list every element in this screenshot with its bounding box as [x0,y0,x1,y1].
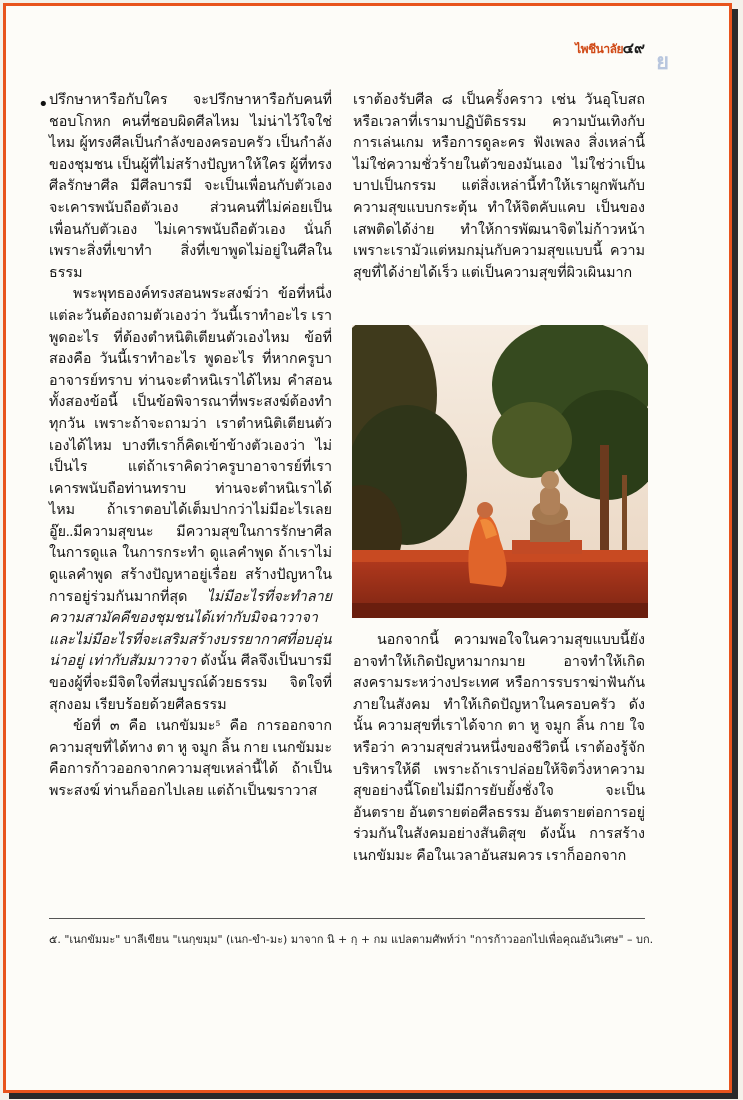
paragraph-2-italic: ไม่มีอะไรที่จะทำลายความสามัคคีของชุมชนได้เท่ากับมิจฉาวาจา และไม่มีอะไรที่จะเสริมสร้างบรรยากาศที่อบอุ่น น่าอยู่ เท่ากับสัมมาวาจา [49,588,332,670]
text-column-right-bottom: นอกจากนี้ ความพอใจในความสุขแบบนี้ยังอาจทำให้เกิดปัญหามากมาย อาจทำให้เกิดสงครามระหว่างประเทศ หรือการรบราฆ่าฟันกันภายในสังคม ทำให้เกิดปัญหาในครอบครัว ดังนั้น ความสุขที่เราได้จาก ตา หู จมูก ลิ้น กาย ใจ หรือว่า ความสุขส่วนหนึ่งของชีวิตนี้ เราต้องรู้จักบริหารให้ดี เพราะถ้าเราปล่อยให้จิตวิ่งหาความสุขอย่างนี้โดยไม่มีการยับยั้งชั่งใจ จะเป็นอันตราย อันตรายต่อศีลธรรม อันตรายต่อการอยู่ร่วมกันในสังคมอย่างสันติสุข ดังนั้น การสร้างเนกขัมมะ คือในเวลาอันสมควร เราก็ออกจาก [353,632,645,864]
paragraph-2-text-a: พระพุทธองค์ทรงสอนพระสงฆ์ว่า ข้อที่หนึ่ง แต่ละวันต้องถามตัวเองว่า วันนี้เราทำอะไร เราพูดอะไร ที่ต้องตำหนิติเตียนตัวเองไหม ข้อที่สองคือ วันนี้เราทำอะไร พูดอะไร ที่หากครูบาอาจารย์ทราบ ท่านจะตำหนิเราได้ไหม คำสอนทั้งสองข้อนี้ เป็นข้อพิจารณาที่พระสงฆ์ต้องทำทุกวัน เพราะถ้าจะถามว่า เราตำหนิติเตียนตัวเองได้ไหม บางทีเราก็คิดเข้าข้างตัวเองว่า ไม่เป็นไร แต่ถ้าเราคิดว่าครูบาอาจารย์ที่เราเคารพนับถือท่านทราบ ท่านจะตำหนิเราได้ไหม ถ้าเราตอบได้เต็มปากว่าไม่มีอะไรเลย อู๊ย..มีความสุขนะ มีความสุขในการรักษาศีล ในการดูแล ในการกระทำ ดูแลคำพูด ถ้าเราไม่ดูแลคำพูด สร้างปัญหาอยู่เรื่อย สร้างปัญหาในการอยู่ร่วมกันมากที่สุด [49,286,332,605]
paragraph-2 [49,284,332,716]
paragraph-3: ข้อที่ ๓ คือ เนกขัมมะ⁵ คือ การออกจากความสุขที่ได้ทาง ตา หู จมูก ลิ้น กาย เนกขัมมะคือการก้าวออกจากความสุขเหล่านี้ได้ ถ้าเป็นพระสงฆ์ ท่านก็ออกไปเลย แต่ถ้าเป็นฆราวาส [49,718,332,799]
footnote-divider [49,918,645,919]
page-number: ๔๙ [622,39,645,57]
paragraph-2-text-b: ดังนั้น ศีลจึงเป็นบารมีของผู้ที่จะมีจิตใจที่สมบูรณ์ด้วยธรรม จิตใจที่สุกงอม เรียบร้อยด้วยศีลธรรม [49,653,332,713]
magazine-brand: ไพชีนาลัย [575,42,623,56]
footnote: ๕. "เนกขัมมะ" บาลีเขียน "เนกฺขมฺม" (เนก-ขำ-มะ) มาจาก นิ + กฺ + กม แปลตามศัพท์ว่า "การก้าวออกไปเพื่อคุณอันวิเศษ" – บก. [49,933,654,946]
paragraph-1: ปรึกษาหารือกับใคร จะปรึกษาหารือกับคนที่ชอบโกหก คนที่ชอบผิดศีลไหม ไม่น่าไว้ใจใช่ไหม ผู้ทรงศีลเป็นกำลังของครอบครัว เป็นกำลังของชุมชน เป็นผู้ที่ไม่สร้างปัญหาให้ใคร ผู้ที่ทรงศีลรักษาศีล มีศีลบารมี จะเป็นเพื่อนกับตัวเอง จะเคารพนับถือตัวเอง ส่วนคนที่ไม่ค่อยเป็นเพื่อนกับตัวเอง ไม่เคารพนับถือตัวเอง นั่นก็เพราะสิ่งที่เขาทำ สิ่งที่เขาพูดไม่อยู่ในศีลในธรรม [49,92,332,281]
paragraph-bullet: • [38,94,49,115]
buddha-statue-photo [352,325,648,618]
text-column-left [49,90,332,803]
text-column-right-top: เราต้องรับศีล ๘ เป็นครั้งคราว เช่น วันอุโบสถ หรือเวลาที่เรามาปฏิบัติธรรม ความบันเทิงกับการเล่นเกม หรือการดูละคร ฟังเพลง สิ่งเหล่านี้ไม่ใช่ความชั่วร้ายในตัวของมันเอง ไม่ใช่ว่าเป็นบาปเป็นกรรม แต่สิ่งเหล่านี้ทำให้เราผูกพันกับความสุขแบบกระตุ้น ทำให้จิตคับแคบ เป็นของเสพติดได้ง่าย ทำให้การพัฒนาจิตไม่ก้าวหน้า เพราะเรามัวแต่หมกมุ่นกับความสุขแบบนี้ ความสุขที่ได้ง่ายได้เร็ว แต่เป็นความสุขที่ผิวเผินมาก [353,92,645,281]
page-corner-mark: ย [656,50,669,75]
